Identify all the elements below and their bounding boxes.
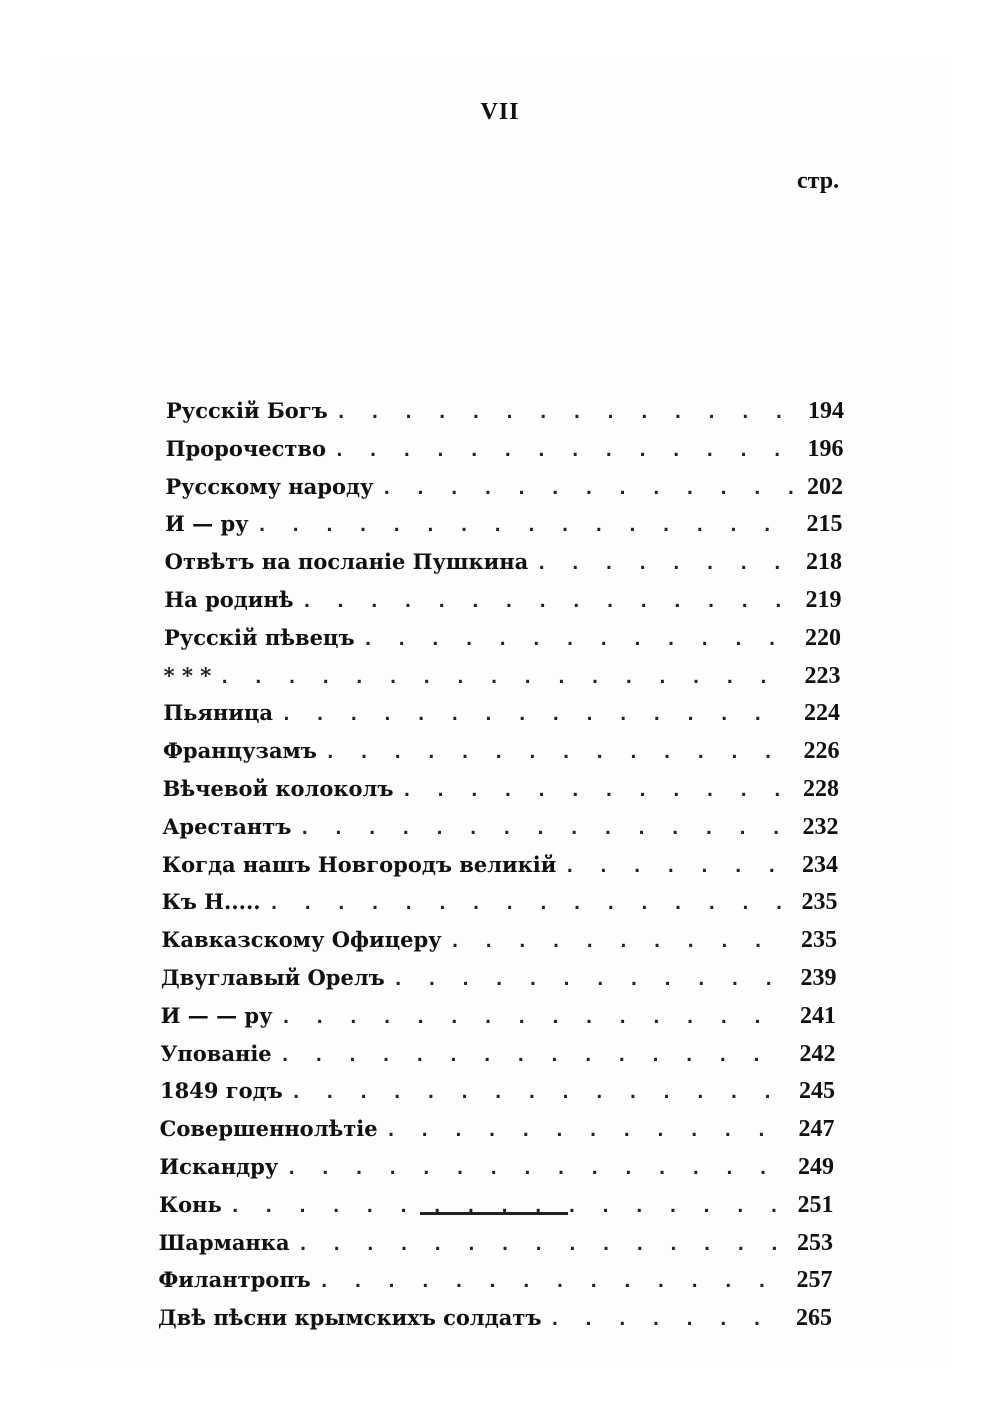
toc-entry-title: * * * — [163, 662, 212, 688]
toc-entry-page: 247 — [798, 1116, 835, 1143]
toc-entry-page: 228 — [802, 776, 839, 802]
toc-entry — [164, 581, 841, 619]
dot-leader — [291, 1074, 785, 1112]
toc-entry — [164, 657, 841, 695]
toc-entry-title: Двуглавый Орелъ — [161, 965, 385, 990]
toc-entry-page: 257 — [796, 1267, 833, 1294]
toc-entry-page: 265 — [796, 1305, 832, 1332]
toc-entry — [159, 1186, 834, 1224]
dot-leader — [381, 470, 793, 508]
dot-leader — [336, 394, 794, 432]
toc-entry-page: 223 — [804, 662, 841, 689]
toc-entry-page: 249 — [797, 1154, 834, 1180]
toc-entry-page: 220 — [805, 624, 841, 651]
dot-leader — [286, 1150, 784, 1188]
toc-entry-title: Кавказскому Офицеру — [161, 927, 442, 953]
toc-entry-title: Пророчество — [165, 435, 326, 461]
toc-entry — [162, 846, 838, 884]
toc-entry — [166, 392, 844, 430]
dot-leader — [450, 923, 787, 961]
toc-entry-page: 251 — [797, 1191, 834, 1218]
dot-leader — [281, 696, 790, 734]
toc-entry — [165, 468, 843, 506]
toc-entry-title: На родинѣ — [164, 587, 294, 612]
toc-entry-page: 196 — [807, 435, 844, 462]
toc-entry-title: Французамъ — [163, 738, 317, 764]
toc-entry-page: 234 — [802, 851, 838, 878]
toc-entry — [158, 1299, 832, 1337]
toc-entry — [160, 1072, 835, 1110]
toc-entry-page: 245 — [799, 1078, 835, 1105]
toc-entry-page: 194 — [808, 398, 844, 424]
toc-entry — [160, 1110, 835, 1148]
closing-rule — [420, 1212, 568, 1215]
dot-leader — [281, 999, 786, 1037]
dot-leader — [319, 1263, 783, 1301]
dot-leader — [334, 432, 793, 470]
toc-entry — [160, 1035, 835, 1073]
dot-leader — [299, 810, 788, 848]
toc-entry — [161, 921, 837, 959]
toc-entry-title: Вѣчевой колоколъ — [162, 776, 394, 801]
dot-leader — [302, 583, 792, 621]
toc-entry-title: 1849 годъ — [160, 1078, 283, 1104]
toc-entry-page: 235 — [801, 889, 838, 916]
toc-entry-title: Упованіе — [160, 1040, 272, 1066]
toc-entry-title: Конь — [159, 1191, 222, 1217]
toc-entry-page: 241 — [799, 1002, 836, 1029]
toc-entry — [162, 808, 838, 846]
toc-entry-title: Шарманка — [158, 1229, 290, 1255]
toc-entry-page: 218 — [805, 549, 842, 576]
dot-leader — [363, 621, 791, 659]
toc-entry-page: 215 — [806, 511, 843, 538]
dot-leader — [219, 659, 790, 697]
toc-entry-title: И — — ру — [160, 1002, 273, 1028]
toc-entry-title: Русскому народу — [165, 473, 374, 499]
dot-leader — [401, 772, 789, 810]
toc-entry-page: 242 — [799, 1040, 836, 1067]
dot-leader — [393, 961, 787, 999]
toc-entry-title: Искандру — [159, 1154, 279, 1179]
dot-leader — [325, 734, 790, 772]
dot-leader — [386, 1112, 785, 1150]
toc-entry — [165, 505, 843, 543]
toc-entry-title: Отвѣтъ на посланіе Пушкина — [164, 549, 529, 575]
pages-column-header: стр. — [797, 168, 840, 194]
toc-entry-page: 224 — [803, 700, 840, 727]
toc-entry — [163, 732, 840, 770]
page-number: VII — [480, 99, 520, 125]
toc-entry-title: Арестантъ — [162, 813, 292, 839]
toc-entry — [161, 959, 837, 997]
toc-entry — [165, 543, 842, 581]
toc-entry-page: 253 — [796, 1229, 833, 1256]
toc-entry — [161, 997, 836, 1035]
dot-leader — [269, 885, 788, 923]
dot-leader — [536, 545, 792, 583]
dot-leader — [298, 1226, 783, 1264]
toc-entry-page: 226 — [803, 738, 840, 765]
toc-entry-title: Пьяница — [163, 700, 273, 726]
dot-leader — [564, 848, 788, 886]
toc-entry-title: И — ру — [165, 511, 249, 537]
dot-leader — [257, 507, 793, 545]
toc-entry-page: 232 — [802, 813, 839, 840]
toc-entry-title: Когда нашъ Новгородъ великій — [162, 851, 557, 877]
dot-leader — [230, 1188, 784, 1226]
toc-entry-title: Двѣ пѣсни крымскихъ солдатъ — [158, 1305, 542, 1331]
toc-entry-page: 239 — [800, 965, 837, 991]
toc-entry-title: Филантропъ — [158, 1267, 311, 1293]
toc-entry — [159, 1148, 834, 1186]
toc-entry — [159, 1224, 833, 1262]
toc-entry-page: 235 — [800, 927, 837, 954]
toc-entry-page: 219 — [805, 587, 842, 613]
toc-entry — [162, 883, 838, 921]
dot-leader — [280, 1037, 786, 1075]
toc-entry-title: Русскій Богъ — [166, 398, 328, 423]
toc-entry — [158, 1261, 832, 1299]
toc-entry — [164, 619, 841, 657]
toc-entry — [166, 430, 844, 468]
toc-entry-title: Совершеннолѣтіе — [159, 1116, 378, 1142]
toc-entry-title: Къ Н..... — [161, 889, 261, 915]
toc-entry — [163, 694, 840, 732]
toc-entry-title: Русскій пѣвецъ — [164, 624, 355, 650]
toc-entry — [163, 770, 839, 808]
toc-entry-page: 202 — [806, 473, 843, 500]
dot-leader — [549, 1301, 782, 1339]
